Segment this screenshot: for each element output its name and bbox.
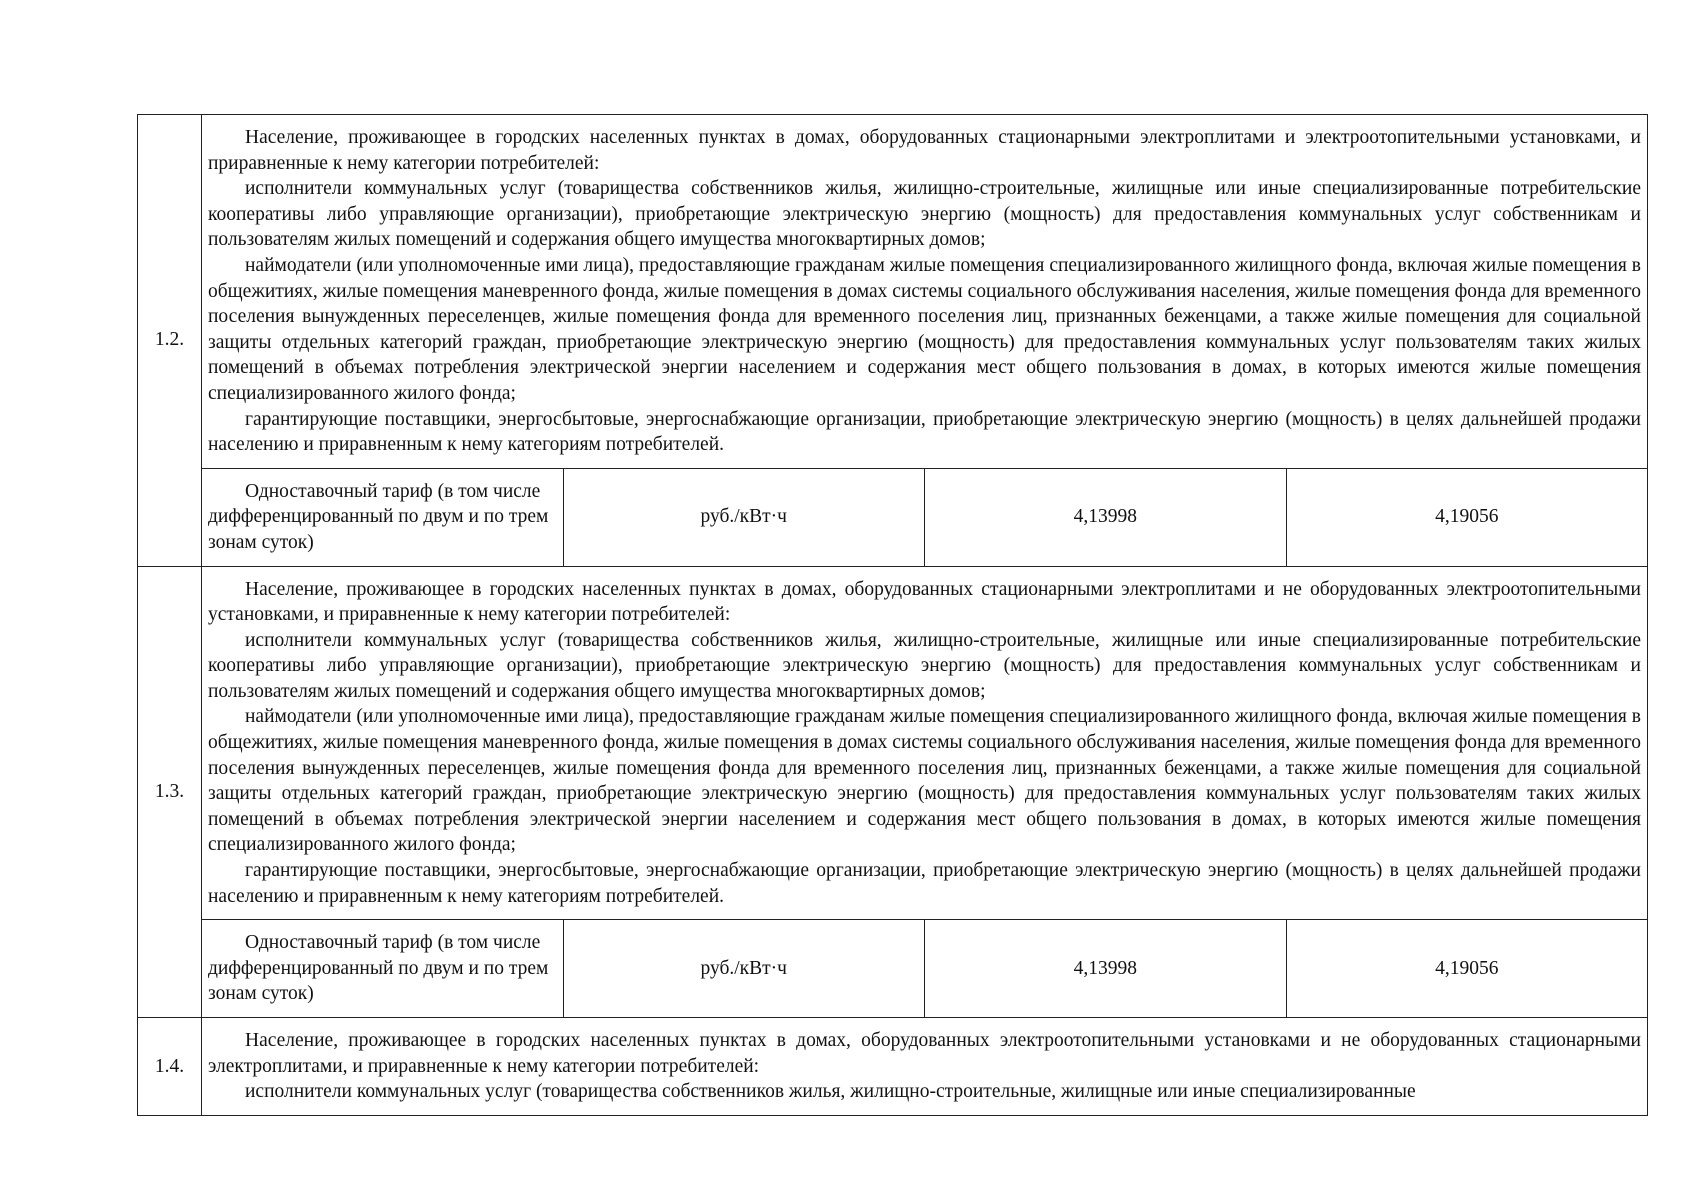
tariff-value-1: 4,13998	[925, 468, 1287, 566]
tariff-name: Одноставочный тариф (в том числе дифференцированный по двум и по трем зонам суток)	[202, 920, 564, 1018]
tariff-table	[137, 114, 1648, 1116]
paragraph: Население, проживающее в городских населенных пунктах в домах, оборудованных электроотопительными установками и не оборудованных стационарными электроплитами, и приравненные к нему категории потребителей:	[208, 1030, 1641, 1077]
section-description	[202, 566, 1648, 920]
paragraph: Население, проживающее в городских населенных пунктах в домах, оборудованных стационарными электроплитами и не оборудованных электроотопительными установками, и приравненные к нему категории потребителей:	[208, 578, 1641, 626]
tariff-value-2: 4,19056	[1286, 468, 1648, 566]
tariff-value-2: 4,19056	[1286, 920, 1648, 1018]
section-description	[202, 115, 1648, 469]
section-row	[138, 115, 1648, 469]
paragraph: наймодатели (или уполномоченные ими лица), предоставляющие гражданам жилые помещения специализированного жилищного фонда, включая жилые помещения в общежитиях, жилые помещения маневренного фонда, жилые помещения в домах системы социального обслуживания населения, жилые помещения фонда для временного поселения вынужденных переселенцев, жилые помещения фонда для временного поселения лиц, признанных беженцами, а также жилые помещения для социальной защиты отдельных категорий граждан, приобретающие электрическую энергию (мощность) для предоставления коммунальных услуг пользователям таких жилых помещений в объемах потребления электрической энергии населением и содержания мест общего пользования в домах, в которых имеются жилые помещения специализированного жилого фонда;	[208, 254, 1641, 404]
paragraph: Население, проживающее в городских населенных пунктах в домах, оборудованных стационарными электроплитами и электроотопительными установками, и приравненные к нему категории потребителей:	[208, 127, 1641, 174]
tariff-unit: руб./кВт·ч	[563, 920, 925, 1018]
section-row	[138, 566, 1648, 920]
tariff-unit: руб./кВт·ч	[563, 468, 925, 566]
paragraph: исполнители коммунальных услуг (товарищества собственников жилья, жилищно-строительные, жилищные или иные специализированные потребительские кооперативы либо управляющие организации), приобретающие электрическую энергию (мощность) для предоставления коммунальных услуг собственникам и пользователям жилых помещений и содержания общего имущества многоквартирных домов;	[208, 178, 1641, 251]
tariff-name: Одноставочный тариф (в том числе дифференцированный по двум и по трем зонам суток)	[202, 468, 564, 566]
section-row	[138, 1018, 1648, 1116]
tariff-row	[138, 920, 1648, 1018]
paragraph: наймодатели (или уполномоченные ими лица), предоставляющие гражданам жилые помещения специализированного жилищного фонда, включая жилые помещения в общежитиях, жилые помещения маневренного фонда, жилые помещения в домах системы социального обслуживания населения, жилые помещения фонда для временного поселения вынужденных переселенцев, жилые помещения фонда для временного поселения лиц, признанных беженцами, а также жилые помещения для социальной защиты отдельных категорий граждан, приобретающие электрическую энергию (мощность) для предоставления коммунальных услуг пользователям таких жилых помещений в объемах потребления электрической энергии населением и содержания мест общего пользования в домах, в которых имеются жилые помещения специализированного жилого фонда;	[208, 706, 1641, 856]
paragraph: гарантирующие поставщики, энергосбытовые, энергоснабжающие организации, приобретающие электрическую энергию (мощность) в целях дальнейшей продажи населению и приравненным к нему категориям потребителей.	[208, 860, 1641, 907]
paragraph: исполнители коммунальных услуг (товарищества собственников жилья, жилищно-строительные, жилищные или иные специализированные	[245, 1081, 1416, 1103]
paragraph: гарантирующие поставщики, энергосбытовые, энергоснабжающие организации, приобретающие электрическую энергию (мощность) в целях дальнейшей продажи населению и приравненным к нему категориям потребителей.	[208, 408, 1641, 456]
section-number: 1.2.	[138, 115, 202, 567]
section-description	[202, 1018, 1648, 1116]
paragraph: исполнители коммунальных услуг (товарищества собственников жилья, жилищно-строительные, жилищные или иные специализированные потребительские кооперативы либо управляющие организации), приобретающие электрическую энергию (мощность) для предоставления коммунальных услуг собственникам и пользователям жилых помещений и содержания общего имущества многоквартирных домов;	[208, 629, 1641, 702]
section-number: 1.3.	[138, 566, 202, 1018]
tariff-row	[138, 468, 1648, 566]
section-number: 1.4.	[138, 1018, 202, 1116]
tariff-value-1: 4,13998	[925, 920, 1287, 1018]
